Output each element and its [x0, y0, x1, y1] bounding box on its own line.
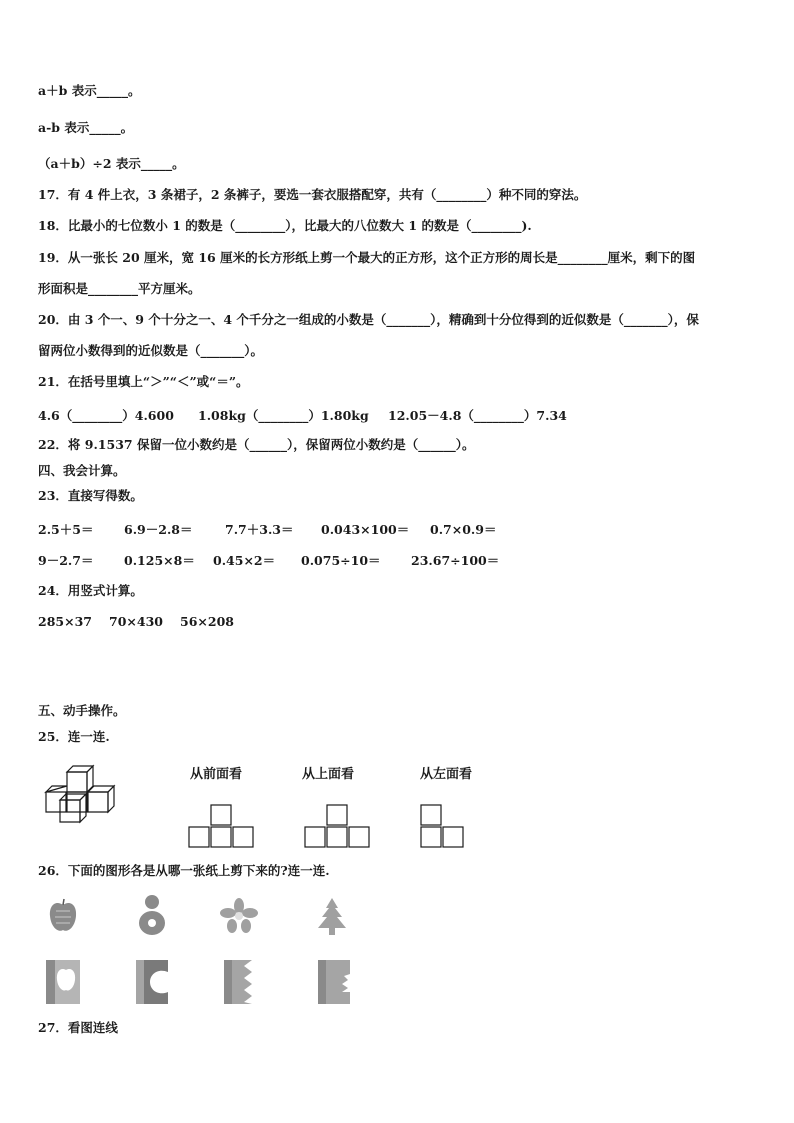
paper-notch-cut-icon: [316, 958, 354, 1006]
vertical-calc-row: [38, 614, 338, 630]
calc-item: 2.5＋5＝: [38, 522, 94, 537]
paper-c-cut-icon: [134, 958, 172, 1006]
vertical-calc-item: 285×37: [38, 614, 92, 629]
view-label-left: 从左面看: [420, 767, 473, 782]
calc-item: 7.7＋3.3＝: [225, 522, 294, 537]
question-24: 24．用竖式计算。: [38, 583, 143, 598]
calc-item: 0.45×2＝: [213, 553, 276, 568]
view-shape-top: [304, 803, 370, 849]
cube-stack-figure: [42, 760, 152, 830]
calc-row-1: [38, 520, 538, 536]
view-label-top: 从上面看: [302, 767, 355, 782]
paper-apple-cut-icon: [44, 958, 84, 1006]
question-23: 23．直接写得数。: [38, 488, 143, 503]
calc-item: 0.075÷10＝: [301, 553, 381, 568]
gourd-shape-icon: [136, 893, 168, 937]
compare-item: 12.05－4.8（________）7.34: [388, 408, 567, 423]
apple-shape-icon: [48, 897, 78, 935]
text-a-minus-b: a-b 表示_____。: [38, 120, 134, 135]
question-27: 27．看图连线: [38, 1020, 118, 1035]
text-average: （a＋b）÷2 表示_____。: [38, 156, 185, 171]
tree-shape-icon: [316, 897, 348, 937]
compare-row: [38, 406, 638, 422]
question-22: 22．将 9.1537 保留一位小数约是（______），保留两位小数约是（______）。: [38, 437, 475, 452]
calc-item: 9－2.7＝: [38, 553, 94, 568]
text-a-plus-b: a＋b 表示_____。: [38, 83, 141, 98]
view-label-front: 从前面看: [190, 767, 243, 782]
question-20-line2: 留两位小数得到的近似数是（_______）。: [38, 343, 264, 358]
question-18: 18．比最小的七位数小 1 的数是（________），比最大的八位数大 1 的数是（________).: [38, 218, 532, 233]
view-shape-front: [188, 803, 254, 849]
question-20-line1: 20．由 3 个一、9 个十分之一、4 个千分之一组成的小数是（_______），精确到十分位得到的近似数是（_______），保: [38, 312, 699, 327]
question-26: 26．下面的图形各是从哪一张纸上剪下来的?连一连.: [38, 863, 330, 878]
question-17: 17．有 4 件上衣，3 条裙子，2 条裤子，要选一套衣服搭配穿，共有（________）种不同的穿法。: [38, 187, 587, 202]
flower-shape-icon: [220, 898, 258, 934]
paper-zigzag-cut-icon: [222, 958, 256, 1006]
calc-row-2: [38, 551, 538, 567]
question-21: 21．在括号里填上“＞”“＜”或“＝”。: [38, 374, 249, 389]
calc-item: 23.67÷100＝: [411, 553, 500, 568]
vertical-calc-item: 70×430: [109, 614, 163, 629]
calc-item: 6.9－2.8＝: [124, 522, 193, 537]
question-19-line2: 形面积是________平方厘米。: [38, 281, 201, 296]
section-4-title: 四、我会计算。: [38, 463, 126, 478]
compare-item: 1.08kg（________）1.80kg: [198, 408, 369, 423]
calc-item: 0.7×0.9＝: [430, 522, 497, 537]
compare-item: 4.6（________）4.600: [38, 408, 174, 423]
section-5-title: 五、动手操作。: [38, 703, 126, 718]
question-19-line1: 19．从一张长 20 厘米，宽 16 厘米的长方形纸上剪一个最大的正方形，这个正方形的周长是________厘米，剩下的图: [38, 250, 696, 265]
calc-item: 0.125×8＝: [124, 553, 195, 568]
question-25: 25．连一连.: [38, 729, 110, 744]
vertical-calc-item: 56×208: [180, 614, 234, 629]
view-shape-left: [420, 803, 466, 849]
calc-item: 0.043×100＝: [321, 522, 410, 537]
